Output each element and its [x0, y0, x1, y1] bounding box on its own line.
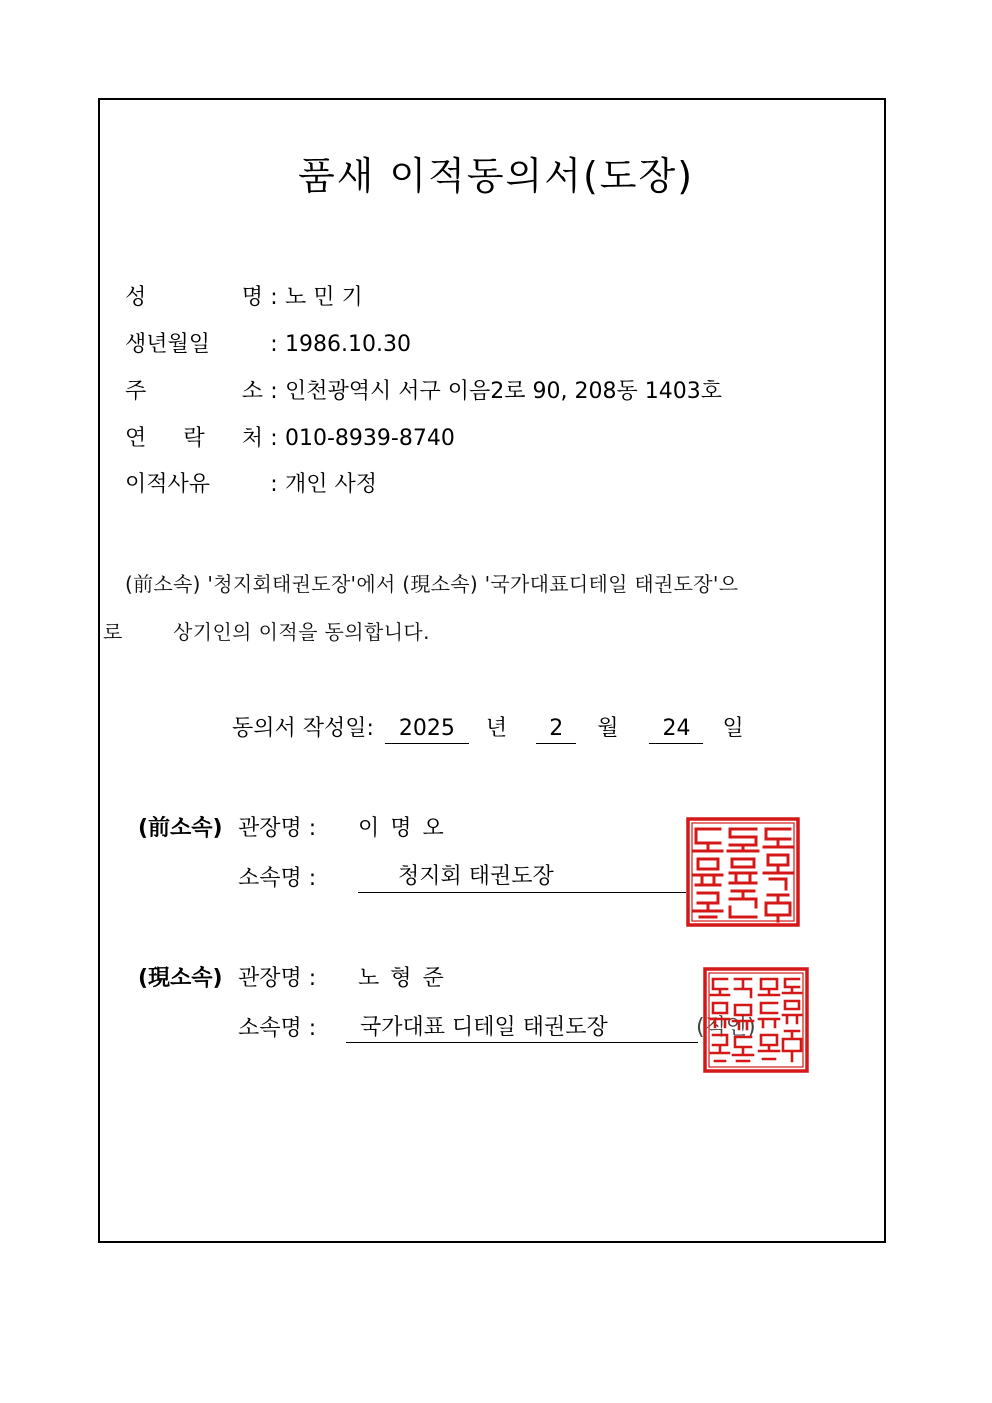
date-day-unit: 일: [722, 716, 744, 741]
birth-label: 생년월일: [125, 332, 211, 357]
current-seal-icon: [703, 967, 809, 1073]
phone-row: [125, 424, 455, 454]
reason-value: 개인 사정: [285, 472, 378, 497]
date-day: 24: [649, 715, 703, 744]
reason-row: [125, 470, 377, 500]
date-year-unit: 년: [485, 716, 508, 741]
phone-label: 연 락 처: [125, 426, 263, 451]
colon: :: [270, 472, 278, 497]
reason-label: 이적사유: [125, 472, 211, 497]
current-gym-value: 국가대표 디테일 태권도장: [360, 1015, 608, 1040]
previous-tag: (前소속): [138, 816, 223, 841]
previous-gym-label: 소속명 :: [238, 866, 317, 891]
current-tag: (現소속): [138, 966, 223, 991]
current-director-value: 노 형 준: [358, 966, 446, 991]
previous-director-label: 관장명 :: [238, 816, 317, 841]
date-month-unit: 월: [597, 716, 619, 741]
date-year: 2025: [385, 715, 469, 744]
date-month: 2: [536, 715, 576, 744]
previous-gym-underline: [358, 892, 686, 893]
name-value: 노 민 기: [285, 285, 363, 310]
birth-value: 1986.10.30: [285, 332, 411, 357]
phone-value: 010-8939-8740: [285, 426, 455, 451]
statement-line-2: 상기인의 이적을 동의합니다.: [173, 620, 430, 644]
birth-row: [125, 330, 411, 360]
address-row: [125, 377, 722, 407]
colon: :: [270, 285, 278, 310]
document-title: 품새 이적동의서(도장): [297, 154, 695, 198]
address-label: 주 소: [125, 379, 263, 404]
name-row: [125, 283, 363, 313]
previous-seal-icon: [686, 817, 800, 927]
colon: :: [270, 426, 278, 451]
name-label: 성 명: [125, 285, 263, 310]
date-line: [232, 714, 744, 744]
current-gym-underline: [346, 1042, 698, 1043]
statement-line-2-start: 로: [103, 620, 123, 644]
colon: :: [270, 332, 278, 357]
current-director-label: 관장명 :: [238, 966, 317, 991]
statement-line-1: (前소속) '청지회태권도장'에서 (現소속) '국가대표디테일 태권도장'으: [125, 572, 739, 596]
current-seal-mark: (직인): [696, 1015, 756, 1040]
previous-gym-value: 청지회 태권도장: [398, 864, 554, 889]
address-value: 인천광역시 서구 이음2로 90, 208동 1403호: [285, 379, 722, 404]
current-gym-label: 소속명 :: [238, 1016, 317, 1041]
colon: :: [270, 379, 278, 404]
date-prefix: 동의서 작성일:: [232, 716, 374, 741]
previous-director-value: 이 명 오: [358, 816, 446, 841]
